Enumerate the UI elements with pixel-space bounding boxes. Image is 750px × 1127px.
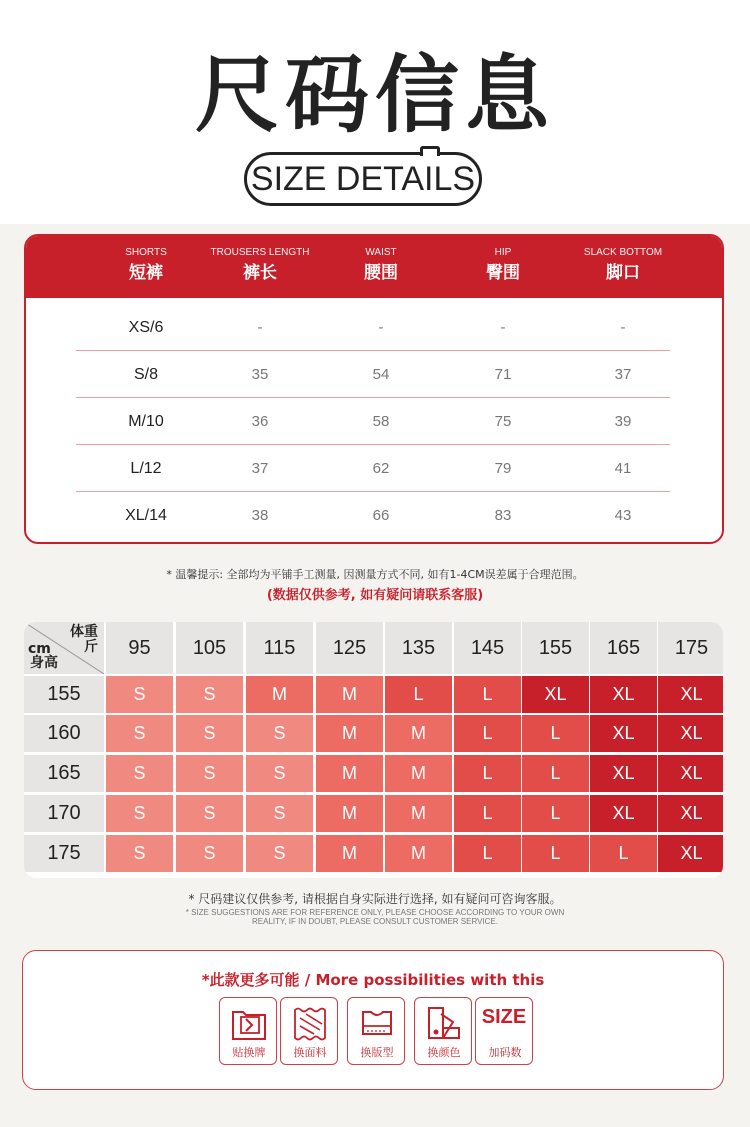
header-waist: WAIST 腰围	[364, 247, 398, 283]
size-cell: XL	[590, 795, 657, 832]
size-table-header	[26, 236, 724, 298]
measure-cell: 54	[372, 366, 390, 383]
size-cell: M	[316, 755, 383, 792]
more-possibilities-panel	[22, 950, 724, 1090]
weight-header: 165	[590, 622, 657, 674]
page-title: 尺码信息	[194, 46, 555, 144]
corner-jin-label: 斤	[84, 639, 98, 655]
option-size-add[interactable]	[475, 997, 533, 1065]
corner-height-label: 身高	[30, 655, 58, 671]
size-cell: M	[316, 795, 383, 832]
size-cell: L	[522, 795, 589, 832]
size-cell: L	[454, 835, 521, 872]
measure-cell: -	[620, 319, 626, 336]
option-label: 换面料	[293, 1046, 327, 1059]
height-header: 155	[24, 676, 104, 713]
option-color-swap[interactable]	[414, 997, 472, 1065]
pattern-swap-icon	[357, 1004, 397, 1044]
size-add-icon: SIZE	[481, 1006, 527, 1028]
size-label-cell: M/10	[128, 413, 164, 430]
measure-cell: 39	[614, 413, 632, 430]
header-shorts: SHORTS 短裤	[125, 247, 167, 283]
size-cell: XL	[590, 676, 657, 713]
size-row	[76, 398, 670, 445]
height-header: 170	[24, 795, 104, 832]
size-cell: L	[454, 795, 521, 832]
size-cell: M	[246, 676, 313, 713]
size-cell: XL	[590, 715, 657, 752]
header-slack-bottom: SLACK BOTTOM 脚口	[583, 247, 663, 283]
size-label-cell: XS/6	[128, 319, 164, 336]
size-detail-table	[24, 234, 724, 544]
size-cell: S	[176, 715, 243, 752]
size-cell: M	[385, 715, 452, 752]
size-cell: M	[385, 795, 452, 832]
size-cell: XL	[590, 755, 657, 792]
weight-header: 115	[246, 622, 313, 674]
measure-cell: 41	[614, 460, 632, 477]
size-cell: L	[590, 835, 657, 872]
more-title: *此款更多可能 / More possibilities with this	[201, 971, 545, 989]
size-cell: L	[522, 835, 589, 872]
size-recommend-grid	[24, 622, 723, 878]
size-cell: XL	[522, 676, 589, 713]
measure-cell: -	[378, 319, 384, 336]
size-cell: M	[385, 835, 452, 872]
color-swap-icon	[424, 1004, 464, 1044]
measure-cell: 66	[372, 507, 390, 524]
measure-tip: * 温馨提示: 全部均为平铺手工测量, 因测量方式不同, 如有1-4CM误差属于合理范围。	[166, 568, 584, 581]
option-fabric-swap[interactable]	[280, 997, 338, 1065]
header-trousers-length: TROUSERS LENGTH 裤长	[210, 247, 310, 283]
weight-header: 155	[522, 622, 589, 674]
size-row	[76, 351, 670, 398]
size-label-cell: S/8	[133, 366, 158, 383]
size-cell: M	[316, 835, 383, 872]
size-cell: M	[316, 676, 383, 713]
size-cell: S	[246, 715, 313, 752]
measure-cell: 75	[494, 413, 512, 430]
size-label-cell: L/12	[130, 460, 162, 477]
size-cell: L	[522, 715, 589, 752]
measure-cell: 37	[251, 460, 269, 477]
measure-cell: 71	[494, 366, 512, 383]
option-pattern-swap[interactable]	[347, 997, 405, 1065]
weight-header: 145	[454, 622, 521, 674]
option-label: 加码数	[488, 1046, 522, 1059]
size-cell: M	[316, 715, 383, 752]
size-cell: S	[246, 835, 313, 872]
size-cell: S	[176, 835, 243, 872]
fabric-swap-icon	[290, 1004, 330, 1044]
weight-header: 175	[658, 622, 723, 674]
suggest-note-en: * SIZE SUGGESTIONS ARE FOR REFERENCE ONLY, PLEASE CHOOSE ACCORDING TO YOUR OWN REALITY, IF IN DOUBT, PLEASE CONSULT CUSTOMER SERVICE.	[185, 908, 565, 926]
option-label: 换版型	[360, 1046, 394, 1059]
size-cell: S	[106, 676, 173, 713]
size-cell: L	[385, 676, 452, 713]
reference-note: (数据仅供参考, 如有疑问请联系客服)	[266, 588, 484, 603]
size-cell: L	[454, 755, 521, 792]
size-cell: M	[385, 755, 452, 792]
tag-swap-icon	[229, 1004, 269, 1044]
option-label: 贴换牌	[232, 1046, 266, 1059]
weight-header: 105	[176, 622, 243, 674]
size-cell: L	[454, 676, 521, 713]
corner-cm-label: cm	[28, 641, 51, 657]
size-cell: S	[106, 795, 173, 832]
size-cell: S	[106, 755, 173, 792]
measure-cell: 35	[251, 366, 269, 383]
weight-header: 125	[316, 622, 383, 674]
suggest-note-cn: * 尺码建议仅供参考, 请根据自身实际进行选择, 如有疑问可咨询客服。	[188, 892, 562, 906]
measure-cell: 79	[494, 460, 512, 477]
size-cell: XL	[658, 715, 723, 752]
size-cell: XL	[658, 676, 723, 713]
size-cell: S	[176, 795, 243, 832]
measure-cell: 83	[494, 507, 512, 524]
height-header: 165	[24, 755, 104, 792]
header-hip: HIP 臀围	[486, 247, 520, 283]
subtitle-pill: SIZE DETAILS	[244, 152, 482, 206]
size-row	[76, 445, 670, 492]
weight-header: 95	[106, 622, 173, 674]
measure-cell: 36	[251, 413, 269, 430]
size-cell: S	[106, 835, 173, 872]
size-row	[76, 304, 670, 351]
size-cell: S	[176, 755, 243, 792]
measure-cell: 43	[614, 507, 632, 524]
pill-tab-decoration	[420, 146, 440, 156]
weight-header: 135	[385, 622, 452, 674]
size-label-cell: XL/14	[125, 507, 167, 524]
measure-cell: 37	[614, 366, 632, 383]
size-cell: L	[522, 755, 589, 792]
height-header: 175	[24, 835, 104, 872]
size-cell: S	[246, 795, 313, 832]
measure-cell: -	[500, 319, 506, 336]
size-cell: XL	[658, 835, 723, 872]
size-cell: L	[454, 715, 521, 752]
height-header: 160	[24, 715, 104, 752]
measure-cell: 38	[251, 507, 269, 524]
measure-cell: 62	[372, 460, 390, 477]
size-cell: XL	[658, 755, 723, 792]
measure-cell: -	[257, 319, 263, 336]
size-cell: S	[246, 755, 313, 792]
measure-cell: 58	[372, 413, 390, 430]
size-cell: XL	[658, 795, 723, 832]
option-label: 换颜色	[427, 1046, 461, 1059]
grid-corner	[24, 622, 104, 674]
size-cell: S	[106, 715, 173, 752]
size-cell: S	[176, 676, 243, 713]
corner-weight-label: 体重	[70, 624, 98, 640]
size-row	[76, 492, 670, 539]
option-tag-swap[interactable]	[219, 997, 277, 1065]
